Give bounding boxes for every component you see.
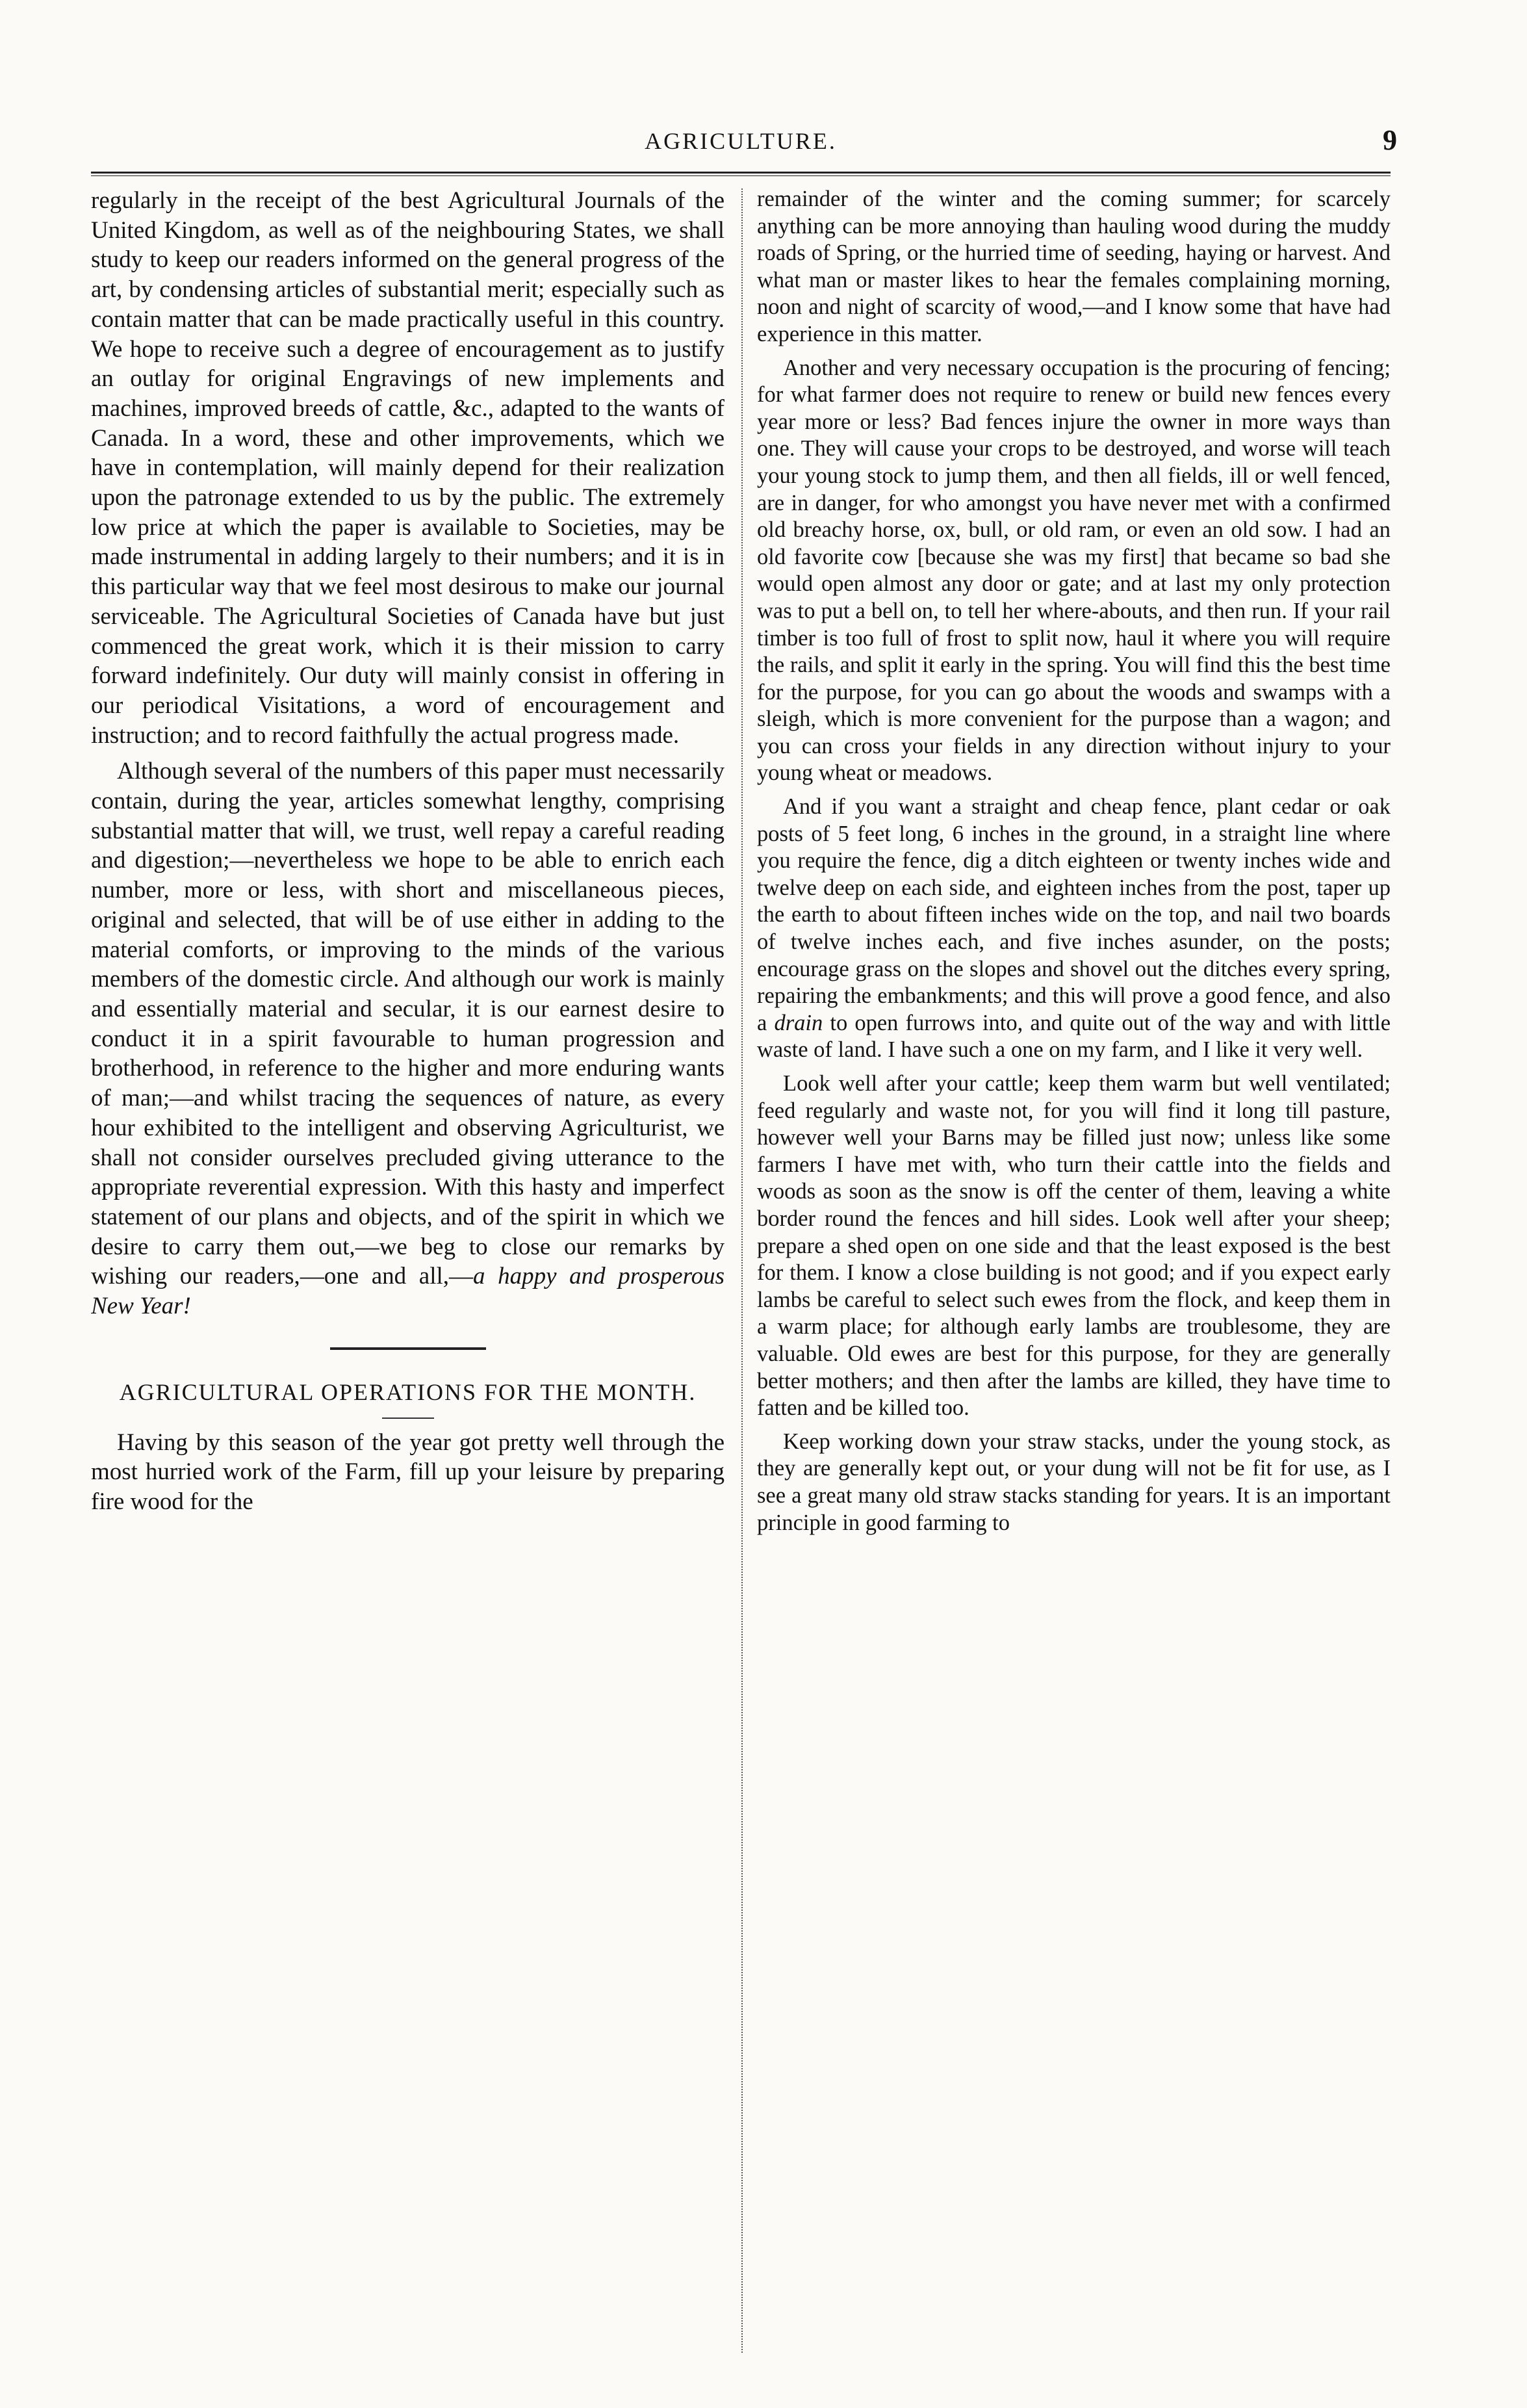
left-column (91, 186, 725, 2357)
paragraph-text: Although several of the numbers of this paper must necessarily contain, during the year, articles somewhat lengthy, comprising substantial matter that will, we trust, well repay a careful reading and digestion;—nevertheless we hope to be able to enrich each number, more or less, with short and miscellaneous pieces, original and selected, that will be of use either in adding to the material comforts, or improving to the minds of the various members of the domestic circle. And although our work is mainly and essentially material and secular, it is our earnest desire to conduct it in a spirit favourable to human progression and brotherhood, in reference to the higher and more enduring wants of man;—and whilst tracing the sequences of nature, as every hour exhibited to the intelligent and observing Agriculturist, we shall not consider ourselves precluded giving utterance to the appropriate reverential expression. With this hasty and imperfect statement of our plans and objects, and of the spirit in which we desire to carry them out,—we beg to close our remarks by wishing our readers,—one and all,— (91, 758, 725, 1290)
paragraph-continued: regularly in the receipt of the best Agricultural Journals of the United Kingdom, as well as of the neighbouring States, we shall study to keep our readers informed on the general progress of the art, by condensing articles of substantial merit; especially such as contain matter that can be made practically useful in this country. We hope to receive such a degree of encouragement as to justify an outlay for original Engravings of new implements and machines, improved breeds of cattle, &c., adapted to the wants of Canada. In a word, these and other improvements, which we have in contemplation, will mainly depend for their realization upon the patronage extended to us by the public. The extremely low price at which the paper is available to Societies, may be made instrumental in adding largely to their numbers; and it is in this particular way that we feel most desirous to make our journal serviceable. The Agricultural Societies of Canada have but just commenced the great work, which it is their mission to carry forward indefinitely. Our duty will mainly consist in offering in our periodical Visitations, a word of encouragement and instruction; and to record faithfully the actual progress made. (91, 187, 725, 749)
section-divider (330, 1347, 486, 1350)
heading-underline (382, 1418, 434, 1419)
page-header (91, 124, 1397, 166)
page-number: 9 (1383, 124, 1397, 156)
paragraph-cheap-fence (757, 794, 1391, 1064)
fence-text-b: to open furrows into, and quite out of the way and with little waste of land. I have such a one on my farm, and I like it very well. (757, 1010, 1391, 1063)
paragraph-cattle-sheep: Look well after your cattle; keep them warm but well ventilated; feed regularly and waste not, for you will find it long till pasture, however well your Barns may be filled just now; unless like some farmers I have met with, who turn their cattle into the fields and woods as soon as the snow is off the center of them, leaving a white border round the fences and hill sides. Look well after your sheep; prepare a shed open on one side and that the least exposed is the best for them. I know a close building is not good; and if you expect early lambs be careful to select such ewes from the flock, and keep them in a warm place; for although early lambs are troublesome, they are valuable. Old ewes are best for this purpose, for they are generally better mothers; and then after the lambs are killed, they have time to fatten and be killed too. (757, 1071, 1391, 1421)
running-title: AGRICULTURE. (645, 128, 837, 154)
paragraph-firewood-continued: remainder of the winter and the coming summer; for scarcely anything can be more annoying than hauling wood during the muddy roads of Spring, or the hurried time of seeding, haying or harvest. And what man or master likes to hear the females complaining morning, noon and night of scarcity of wood,—and I know some that have had experience in this matter. (757, 187, 1391, 346)
new-year-greeting: a happy and prosperous New Year! (91, 1263, 725, 1320)
paragraph-firewood: Having by this season of the year got pretty well through the most hurried work of the Farm, fill up your leisure by preparing fire wood for the (91, 1429, 725, 1516)
header-rule (91, 172, 1391, 176)
drain-word: drain (774, 1010, 823, 1035)
column-divider (741, 188, 743, 2353)
fence-text-a: And if you want a straight and cheap fence, plant cedar or oak posts of 5 feet long, 6 inches in the ground, in a straight line where you require the fence, dig a ditch eighteen or twenty inches wide and twelve deep on each side, and eighteen inches from the post, taper up the earth to about fifteen inches wide on the top, and nail two boards of twelve inches each, and five inches asunder, on the posts; encourage grass on the slopes and shovel out the ditches every spring, repairing the embankments; and this will prove a good fence, and also a (757, 794, 1391, 1035)
paragraph-new-year (91, 757, 725, 1321)
right-column (757, 186, 1391, 2357)
paragraph-straw-stacks: Keep working down your straw stacks, under the young stock, as they are generally kept out, or your dung will not be fit for use, as I see a great many old straw stacks standing for years. It is an important principle in good farming to (757, 1429, 1391, 1535)
section-heading: AGRICULTURAL OPERATIONS FOR THE MONTH. (119, 1379, 697, 1405)
paragraph-fencing: Another and very necessary occupation is the procuring of fencing; for what farmer does not require to renew or build new fences every year more or less? Bad fences injure the owner in more ways than one. They will cause your crops to be destroyed, and worse will teach your young stock to jump them, and then all fields, ill or well fenced, are in danger, for who amongst you have never met with a confirmed old breachy horse, ox, bull, or old ram, or even an old sow. I had an old favorite cow [because she was my first] that became so bad she would open almost any door or gate; and at last my only protection was to put a bell on, to tell her where-abouts, and then run. If your rail timber is too full of frost to split now, haul it where you will require the rails, and split it early in the spring. You will find this the best time for the purpose, for you can go about the woods and swamps with a sleigh, which is more convenient for the purpose than a wagon; and you can cross your fields in any direction without injury to your young wheat or meadows. (757, 355, 1391, 786)
